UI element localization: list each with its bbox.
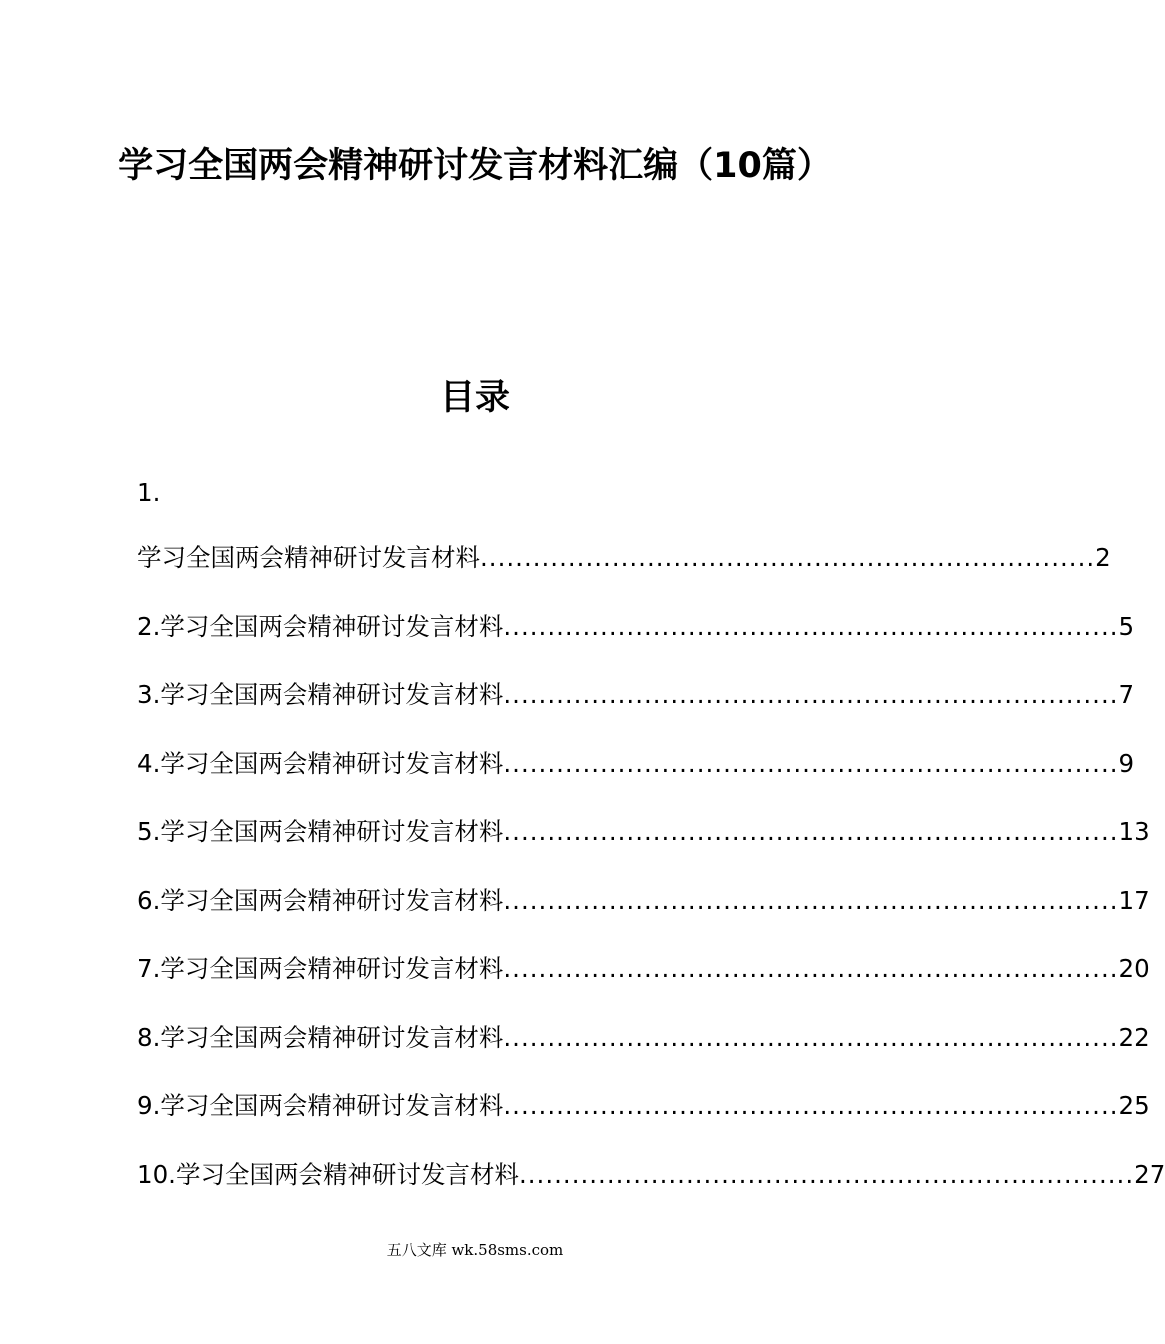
toc-entry-page: 2	[1095, 543, 1111, 572]
toc-heading: 目录	[439, 378, 510, 418]
toc-entry-page: 17	[1118, 886, 1150, 915]
toc-dot-leader: ......................................................................	[503, 954, 1119, 983]
toc-entry-title: 9.学习全国两会精神研讨发言材料	[137, 1091, 504, 1120]
toc-entry-title: 5.学习全国两会精神研讨发言材料	[137, 817, 504, 846]
toc-entry[interactable]	[137, 1018, 1150, 1058]
toc-entry[interactable]	[137, 538, 1111, 578]
toc-entry-page: 7	[1118, 680, 1135, 709]
toc-entry[interactable]	[137, 675, 1135, 715]
toc-entry[interactable]	[137, 607, 1135, 647]
page-footer: 五八文库 wk.58sms.com	[386, 1241, 564, 1259]
toc-entry[interactable]	[137, 744, 1135, 784]
toc-dot-leader: ......................................................................	[503, 749, 1119, 778]
toc-entry[interactable]	[137, 1086, 1150, 1126]
toc-entry-number: 1.	[137, 478, 161, 507]
toc-entry-page: 25	[1118, 1091, 1150, 1120]
toc-entry-page: 9	[1118, 749, 1135, 778]
toc-entry-title: 学习全国两会精神研讨发言材料	[137, 543, 480, 572]
toc-entry-title: 8.学习全国两会精神研讨发言材料	[137, 1023, 504, 1052]
toc-entry-title: 4.学习全国两会精神研讨发言材料	[137, 749, 504, 778]
toc-entry[interactable]	[137, 949, 1150, 989]
toc-entry-title: 6.学习全国两会精神研讨发言材料	[137, 886, 504, 915]
toc-dot-leader: ......................................................................	[480, 543, 1096, 572]
toc-dot-leader: ......................................................................	[503, 886, 1119, 915]
toc-entry[interactable]	[137, 812, 1150, 852]
toc-entry-title: 10.学习全国两会精神研讨发言材料	[137, 1160, 519, 1189]
toc-entry[interactable]	[137, 881, 1150, 921]
toc-entry-page: 27	[1134, 1160, 1165, 1189]
toc-dot-leader: ......................................................................	[503, 817, 1119, 846]
toc-entry-title: 7.学习全国两会精神研讨发言材料	[137, 954, 504, 983]
toc-dot-leader: ......................................................................	[503, 680, 1119, 709]
toc-entry[interactable]	[137, 1155, 1165, 1195]
toc-entry-page: 5	[1118, 612, 1135, 641]
toc-entry-title: 2.学习全国两会精神研讨发言材料	[137, 612, 504, 641]
toc-entry-page: 22	[1118, 1023, 1150, 1052]
document-title: 学习全国两会精神研讨发言材料汇编（10篇）	[118, 146, 832, 186]
toc-entry-page: 13	[1118, 817, 1150, 846]
toc-dot-leader: ......................................................................	[503, 612, 1119, 641]
toc-dot-leader: ......................................................................	[503, 1023, 1119, 1052]
toc-entry-title: 3.学习全国两会精神研讨发言材料	[137, 680, 504, 709]
toc-entry-page: 20	[1118, 954, 1150, 983]
toc-dot-leader: ......................................................................	[503, 1091, 1119, 1120]
toc-dot-leader: ......................................................................	[518, 1160, 1135, 1189]
